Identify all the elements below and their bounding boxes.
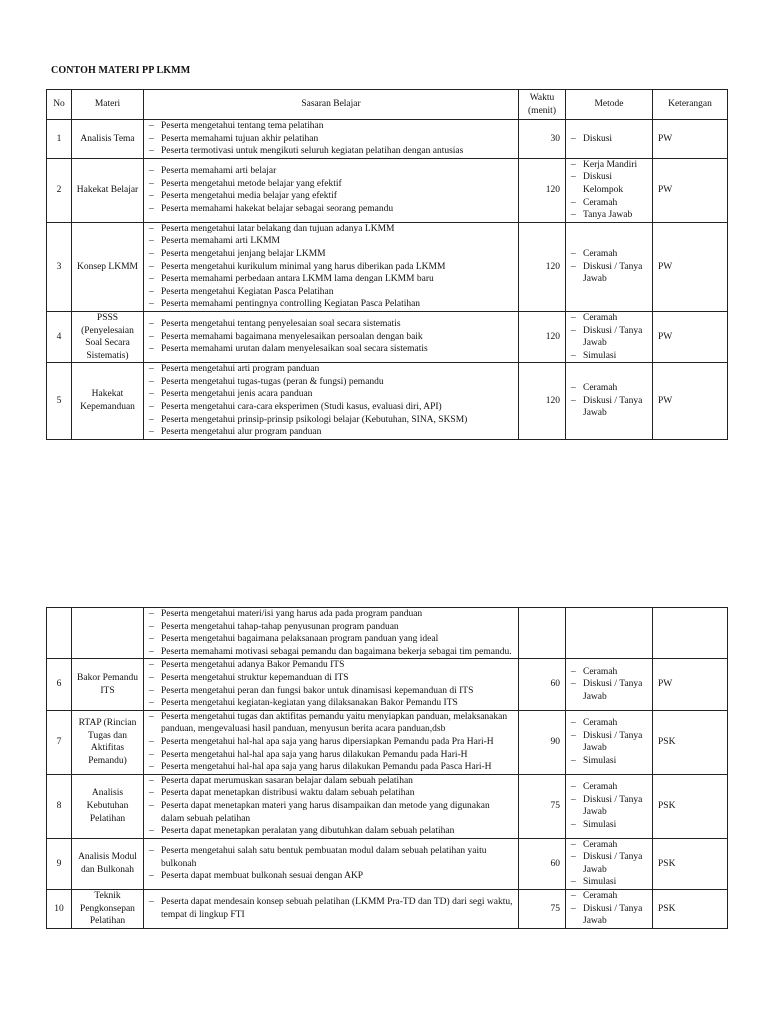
sasaran-item: – Peserta mengetahui struktur kepemanduan di ITS xyxy=(147,672,515,685)
materi-table-page-1 xyxy=(46,89,728,440)
row-waktu xyxy=(519,608,566,659)
row-number: 2 xyxy=(47,158,72,222)
row-metode xyxy=(566,659,653,710)
row-materi: Analisis Tema xyxy=(72,120,144,159)
row-materi: Analisis Modul dan Bulkonah xyxy=(72,838,144,889)
metode-list xyxy=(569,312,649,362)
sasaran-item: – Peserta memahami urutan dalam menyelesaikan soal secara sistematis xyxy=(147,343,515,356)
table-row xyxy=(47,774,728,838)
row-waktu: 120 xyxy=(519,363,566,440)
row-metode xyxy=(566,158,653,222)
sasaran-item: – Peserta mengetahui tugas-tugas (peran & fungsi) pemandu xyxy=(147,376,515,389)
row-materi: Hakekat Kepemanduan xyxy=(72,363,144,440)
row-sasaran xyxy=(144,774,519,838)
row-keterangan: PW xyxy=(653,311,728,362)
row-materi: Konsep LKMM xyxy=(72,222,144,311)
row-sasaran xyxy=(144,120,519,159)
sasaran-item: – Peserta mengetahui kegiatan-kegiatan yang dilaksanakan Bakor Pemandu ITS xyxy=(147,697,515,710)
row-number: 9 xyxy=(47,838,72,889)
sasaran-item: – Peserta mengetahui media belajar yang efektif xyxy=(147,190,515,203)
header-no: No xyxy=(47,90,72,120)
sasaran-item: – Peserta mengetahui tahap-tahap penyusunan program panduan xyxy=(147,621,515,634)
metode-item: – Ceramah xyxy=(569,382,649,395)
metode-list xyxy=(569,839,649,889)
row-sasaran xyxy=(144,158,519,222)
sasaran-item: – Peserta mengetahui tentang tema pelatihan xyxy=(147,120,515,133)
sasaran-item: – Peserta mengetahui materi/isi yang harus ada pada program panduan xyxy=(147,608,515,621)
sasaran-item: – Peserta memahami arti belajar xyxy=(147,165,515,178)
row-metode xyxy=(566,774,653,838)
row-number: 8 xyxy=(47,774,72,838)
metode-item: – Ceramah xyxy=(569,312,649,325)
table-row xyxy=(47,890,728,929)
row-waktu: 75 xyxy=(519,774,566,838)
table-row xyxy=(47,838,728,889)
sasaran-item: – Peserta memahami motivasi sebagai pemandu dan bagaimana bekerja sebagai tim pemandu. xyxy=(147,646,515,659)
metode-item: – Diskusi / Tanya Jawab xyxy=(569,851,649,876)
metode-item: – Ceramah xyxy=(569,248,649,261)
row-number xyxy=(47,608,72,659)
metode-list xyxy=(569,248,649,286)
sasaran-list xyxy=(147,165,515,215)
row-number: 6 xyxy=(47,659,72,710)
row-keterangan: PSK xyxy=(653,838,728,889)
table-row xyxy=(47,608,728,659)
sasaran-item: – Peserta mengetahui jenjang belajar LKMM xyxy=(147,248,515,261)
row-sasaran xyxy=(144,710,519,774)
metode-item: – Diskusi xyxy=(569,133,649,146)
metode-item: – Ceramah xyxy=(569,890,649,903)
table-row xyxy=(47,311,728,362)
header-waktu: Waktu (menit) xyxy=(519,90,566,120)
row-sasaran xyxy=(144,363,519,440)
row-metode xyxy=(566,311,653,362)
sasaran-list xyxy=(147,120,515,158)
row-number: 7 xyxy=(47,710,72,774)
row-materi: PSSS (Penyelesaian Soal Secara Sistematis) xyxy=(72,311,144,362)
metode-list xyxy=(569,781,649,831)
row-sasaran xyxy=(144,890,519,929)
row-keterangan: PSK xyxy=(653,890,728,929)
sasaran-list xyxy=(147,711,515,774)
metode-list xyxy=(569,133,649,146)
sasaran-item: – Peserta mengetahui kurikulum minimal yang harus diberikan pada LKMM xyxy=(147,261,515,274)
sasaran-item: – Peserta memahami tujuan akhir pelatihan xyxy=(147,133,515,146)
sasaran-list xyxy=(147,775,515,838)
table-row xyxy=(47,659,728,710)
row-waktu: 90 xyxy=(519,710,566,774)
table-row xyxy=(47,120,728,159)
row-sasaran xyxy=(144,659,519,710)
table-header-row xyxy=(47,90,728,120)
metode-item: – Diskusi / Tanya Jawab xyxy=(569,261,649,286)
row-waktu: 120 xyxy=(519,222,566,311)
sasaran-item: – Peserta dapat membuat bulkonah sesuai dengan AKP xyxy=(147,870,515,883)
row-sasaran xyxy=(144,311,519,362)
sasaran-item: – Peserta mengetahui adanya Bakor Pemandu ITS xyxy=(147,659,515,672)
sasaran-item: – Peserta termotivasi untuk mengikuti seluruh kegiatan pelatihan dengan antusias xyxy=(147,145,515,158)
row-materi: RTAP (Rincian Tugas dan Aktifitas Pemandu) xyxy=(72,710,144,774)
sasaran-item: – Peserta mengetahui alur program panduan xyxy=(147,426,515,439)
metode-list xyxy=(569,890,649,928)
row-sasaran xyxy=(144,838,519,889)
sasaran-item: – Peserta memahami bagaimana menyelesaikan persoalan dengan baik xyxy=(147,331,515,344)
row-number: 4 xyxy=(47,311,72,362)
row-number: 10 xyxy=(47,890,72,929)
row-waktu: 60 xyxy=(519,659,566,710)
row-sasaran xyxy=(144,222,519,311)
sasaran-item: – Peserta mengetahui latar belakang dan tujuan adanya LKMM xyxy=(147,223,515,236)
row-metode xyxy=(566,608,653,659)
table-row xyxy=(47,222,728,311)
metode-item: – Simulasi xyxy=(569,755,649,768)
row-number: 5 xyxy=(47,363,72,440)
row-keterangan: PSK xyxy=(653,774,728,838)
metode-item: – Diskusi Kelompok xyxy=(569,171,649,196)
metode-item: – Ceramah xyxy=(569,666,649,679)
metode-item: – Diskusi / Tanya Jawab xyxy=(569,794,649,819)
row-metode xyxy=(566,222,653,311)
row-keterangan xyxy=(653,608,728,659)
metode-item: – Diskusi / Tanya Jawab xyxy=(569,903,649,928)
sasaran-item: – Peserta dapat mendesain konsep sebuah pelatihan (LKMM Pra-TD dan TD) dari segi waktu, tempat di lingkup FTI xyxy=(147,896,515,921)
row-waktu: 30 xyxy=(519,120,566,159)
sasaran-item: – Peserta dapat merumuskan sasaran belajar dalam sebuah pelatihan xyxy=(147,775,515,788)
sasaran-item: – Peserta mengetahui jenis acara panduan xyxy=(147,388,515,401)
sasaran-item: – Peserta mengetahui tugas dan aktifitas pemandu yaitu menyiapkan panduan, melaksanakan panduan, mengevaluasi hasil panduan, menyusun berita acara panduan,dsb xyxy=(147,711,515,736)
sasaran-item: – Peserta mengetahui metode belajar yang efektif xyxy=(147,178,515,191)
sasaran-item: – Peserta mengetahui tentang penyelesaian soal secara sistematis xyxy=(147,318,515,331)
row-waktu: 120 xyxy=(519,158,566,222)
sasaran-list xyxy=(147,363,515,439)
metode-item: – Ceramah xyxy=(569,781,649,794)
table-row xyxy=(47,158,728,222)
metode-item: – Diskusi / Tanya Jawab xyxy=(569,730,649,755)
header-materi: Materi xyxy=(72,90,144,120)
row-materi: Hakekat Belajar xyxy=(72,158,144,222)
metode-list xyxy=(569,666,649,704)
sasaran-item: – Peserta memahami hakekat belajar sebagai seorang pemandu xyxy=(147,203,515,216)
row-metode xyxy=(566,363,653,440)
metode-item: – Diskusi / Tanya Jawab xyxy=(569,395,649,420)
metode-item: – Ceramah xyxy=(569,197,649,210)
sasaran-item: – Peserta memahami perbedaan antara LKMM lama dengan LKMM baru xyxy=(147,273,515,286)
metode-item: – Diskusi / Tanya Jawab xyxy=(569,325,649,350)
metode-list xyxy=(569,717,649,767)
sasaran-item: – Peserta mengetahui arti program panduan xyxy=(147,363,515,376)
row-sasaran xyxy=(144,608,519,659)
header-keterangan: Keterangan xyxy=(653,90,728,120)
sasaran-list xyxy=(147,845,515,883)
row-metode xyxy=(566,890,653,929)
sasaran-list xyxy=(147,659,515,709)
sasaran-item: – Peserta memahami pentingnya controlling Kegiatan Pasca Pelatihan xyxy=(147,298,515,311)
sasaran-item: – Peserta mengetahui salah satu bentuk pembuatan modul dalam sebuah pelatihan yaitu bulkonah xyxy=(147,845,515,870)
metode-item: – Diskusi / Tanya Jawab xyxy=(569,678,649,703)
sasaran-list xyxy=(147,223,515,311)
header-sasaran: Sasaran Belajar xyxy=(144,90,519,120)
document-title: CONTOH MATERI PP LKMM xyxy=(51,65,191,76)
metode-item: – Simulasi xyxy=(569,819,649,832)
row-waktu: 75 xyxy=(519,890,566,929)
sasaran-item: – Peserta mengetahui cara-cara eksperimen (Studi kasus, evaluasi diri, API) xyxy=(147,401,515,414)
row-metode xyxy=(566,838,653,889)
metode-item: – Simulasi xyxy=(569,876,649,889)
metode-item: – Tanya Jawab xyxy=(569,209,649,222)
row-materi: Bakor Pemandu ITS xyxy=(72,659,144,710)
row-keterangan: PW xyxy=(653,120,728,159)
materi-table-page-2 xyxy=(46,607,728,929)
sasaran-item: – Peserta dapat menetapkan peralatan yang dibutuhkan dalam sebuah pelatihan xyxy=(147,825,515,838)
row-metode xyxy=(566,710,653,774)
sasaran-list xyxy=(147,318,515,356)
row-waktu: 60 xyxy=(519,838,566,889)
sasaran-item: – Peserta mengetahui bagaimana pelaksanaan program panduan yang ideal xyxy=(147,633,515,646)
sasaran-item: – Peserta mengetahui peran dan fungsi bakor untuk dinamisasi kepemanduan di ITS xyxy=(147,685,515,698)
metode-list xyxy=(569,382,649,420)
sasaran-item: – Peserta dapat menetapkan distribusi waktu dalam sebuah pelatihan xyxy=(147,787,515,800)
sasaran-item: – Peserta mengetahui hal-hal apa saja yang harus dipersiapkan Pemandu pada Pra Hari-H xyxy=(147,736,515,749)
row-keterangan: PW xyxy=(653,659,728,710)
row-keterangan: PW xyxy=(653,222,728,311)
row-materi xyxy=(72,608,144,659)
metode-item: – Kerja Mandiri xyxy=(569,159,649,172)
sasaran-item: – Peserta memahami arti LKMM xyxy=(147,235,515,248)
row-keterangan: PSK xyxy=(653,710,728,774)
sasaran-item: – Peserta mengetahui Kegiatan Pasca Pelatihan xyxy=(147,286,515,299)
table-row xyxy=(47,363,728,440)
metode-item: – Ceramah xyxy=(569,839,649,852)
sasaran-list xyxy=(147,896,515,921)
row-materi: Analisis Kebutuhan Pelatihan xyxy=(72,774,144,838)
row-number: 3 xyxy=(47,222,72,311)
row-keterangan: PW xyxy=(653,363,728,440)
metode-item: – Ceramah xyxy=(569,717,649,730)
row-metode xyxy=(566,120,653,159)
sasaran-item: – Peserta dapat menetapkan materi yang harus disampaikan dan metode yang digunakan dalam sebuah pelatihan xyxy=(147,800,515,825)
metode-item: – Simulasi xyxy=(569,350,649,363)
sasaran-item: – Peserta mengetahui hal-hal apa saja yang harus dilakukan Pemandu pada Hari-H xyxy=(147,749,515,762)
sasaran-item: – Peserta mengetahui hal-hal apa saja yang harus dilakukan Pemandu pada Pasca Hari-H xyxy=(147,761,515,774)
row-waktu: 120 xyxy=(519,311,566,362)
row-materi: Teknik Pengkonsepan Pelatihan xyxy=(72,890,144,929)
sasaran-list xyxy=(147,608,515,658)
row-number: 1 xyxy=(47,120,72,159)
row-keterangan: PW xyxy=(653,158,728,222)
metode-list xyxy=(569,159,649,222)
table-row xyxy=(47,710,728,774)
header-metode: Metode xyxy=(566,90,653,120)
sasaran-item: – Peserta mengetahui prinsip-prinsip psikologi belajar (Kebutuhan, SINA, SKSM) xyxy=(147,414,515,427)
